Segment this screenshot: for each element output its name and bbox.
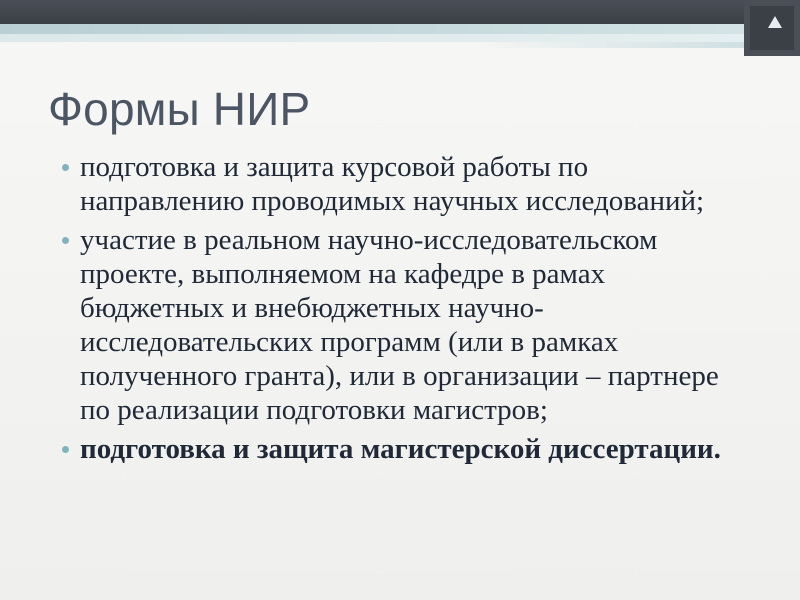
slide-title: Формы НИР xyxy=(48,83,311,135)
bullet-item xyxy=(62,223,742,427)
accent-stripe-light xyxy=(0,34,800,42)
bullet-text: участие в реальном научно-исследовательском проекте, выполняемом на кафедре в рамах бюджетных и внебюджетных научно-исследовательских программ (или в рамках полученного гранта), или в организации – партнере по реализации подготовки магистров; xyxy=(80,224,719,426)
bullet-dot-icon xyxy=(62,164,69,171)
bullet-item xyxy=(62,150,742,218)
bullet-dot-icon xyxy=(62,446,69,453)
accent-stripe xyxy=(0,24,800,34)
top-band xyxy=(0,0,800,24)
bullet-list xyxy=(62,150,742,471)
corner-badge-inner xyxy=(750,6,794,50)
corner-badge xyxy=(744,0,800,56)
bullet-item xyxy=(62,432,742,466)
bullet-text: подготовка и защита курсовой работы по направлению проводимых научных исследований; xyxy=(80,151,705,217)
bullet-dot-icon xyxy=(62,237,69,244)
bullet-text: подготовка и защита магистерской диссертации. xyxy=(80,433,721,465)
triangle-up-icon xyxy=(768,16,782,28)
